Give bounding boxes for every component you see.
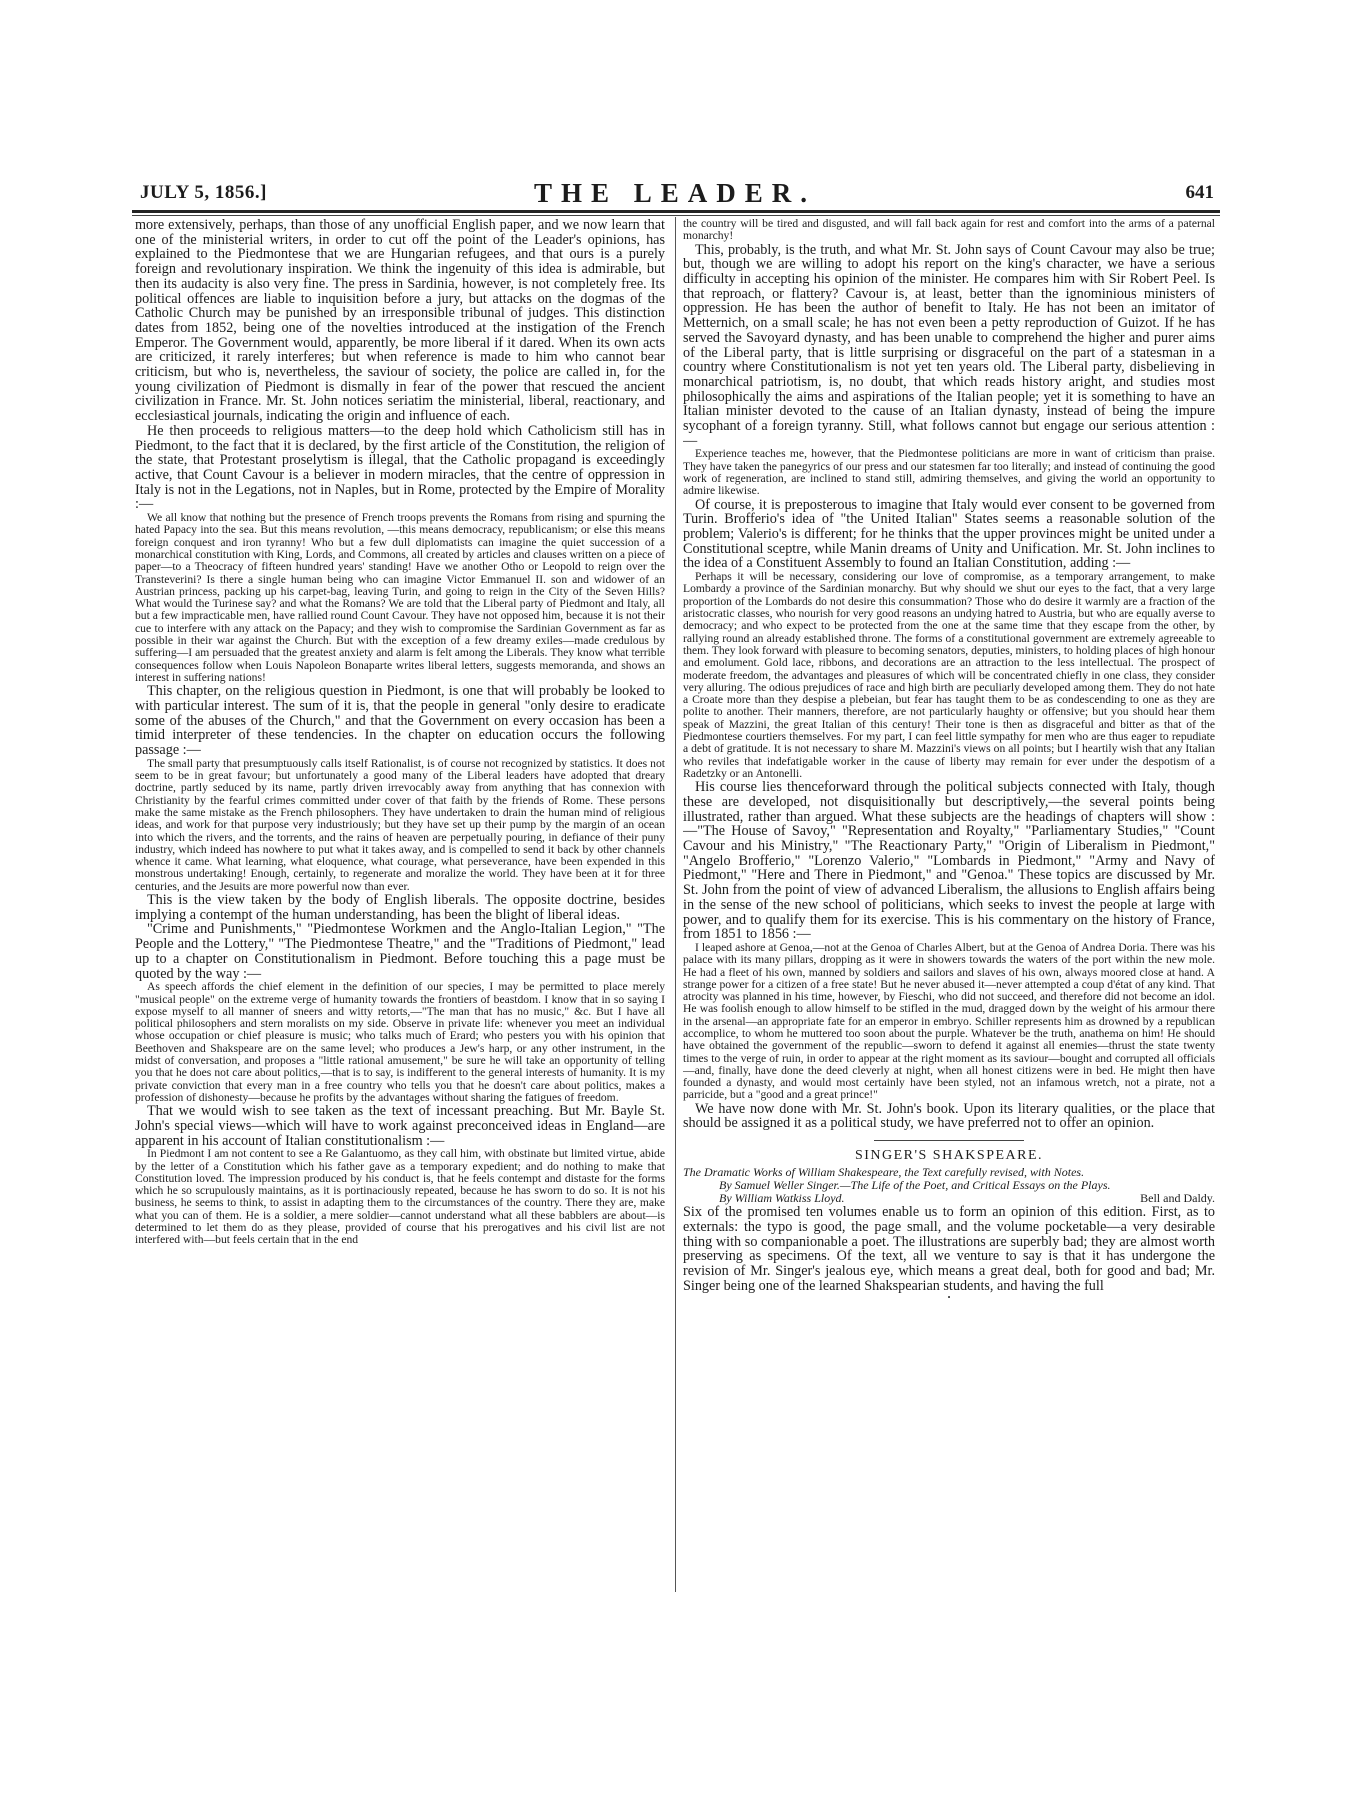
body-paragraph: This, probably, is the truth, and what Mr. St. John says of Count Cavour may also be true; but, though we are willing to adopt his report on the king's character, we have a serious difficulty in accepting his opinion of the minister. He compares him with Sir Robert Peel. Is that reproach, or flattery? Cavour is, at least, better than the ignominious ministers of oppression. He has been the author of benefit to Italy. He has not been an imitator of Metternich, on a small scale; he has not even been a petty reproduction of Guizot. If he has served the Savoyard dynasty, and has been unable to comprehend the higher and purer aims of the Liberal party, that is little surprising or disgraceful on the part of a statesman in a country where Constitutionalism is not yet ten years old. The Liberal party, disbelieving in monarchical patriotism, is, no doubt, that which reads history aright, and studies most philosophically the aims and aspirations of the Italian people; yet it is something to have an Italian minister devoted to the cause of an Italian dynasty, instead of being the impure sycophant of a foreign tyranny. Still, what follows cannot but engage our serious attention :—	[683, 241, 1215, 449]
page-header	[130, 172, 1220, 212]
review-bibliography	[683, 1166, 1215, 1205]
review-meta-title: The Dramatic Works of William Shakespeare, the Text carefully revised, with Notes.	[683, 1165, 1085, 1180]
review-body: Six of the promised ten volumes enable us to form an opinion of this edition. First, as to externals: the typo is good, the page small, and the volume pocketable—a very desirable thing with so companionable a poet. The illustrations are superbly bad; they are almost worth preserving as specimens. Of the text, all we venture to say is that it has undergone the revision of Mr. Singer's jealous eye, which means a great deal, both for good and bad; Mr. Singer being one of the learned Shakspearian students, and having the full	[683, 1204, 1215, 1294]
right-column-text	[683, 218, 1215, 1131]
body-paragraph: more extensively, perhaps, than those of any unofficial English paper, and we now learn that one of the ministerial writers, in order to cut off the point of the Leader's opinions, has explained to the Piedmontese that we are Hungarian refugees, and that ours is a purely foreign and revolutionary inspiration. We think the ingenuity of this idea is admirable, but then its audacity is also very fine. The press in Sardinia, however, is not completely free. Its political offences are liable to inquisition before a jury, but attacks on the dogmas of the Catholic Church may be punished by an irresponsible tribunal of judges. This distinction dates from 1852, being one of the novelties introduced at the instigation of the French Emperor. The Government would, apparently, be more liberal if it dared. When its own acts are criticized, it rarely interferes; but when reference is made to him who cannot bear criticism, but who is, nevertheless, the saviour of society, the police are called in, for the young civilization of Piedmont is dismally in fear of the power that rescued the ancient civilization in France. Mr. St. John notices seriatim the ministerial, liberal, reactionary, and ecclesiastical journals, indicating the origin and influence of each.	[135, 218, 665, 425]
newspaper-title: THE LEADER.	[533, 178, 817, 208]
header-rule-thin	[132, 215, 1220, 216]
end-mark: •	[947, 1293, 951, 1303]
header-rule	[132, 210, 1220, 213]
review-meta-essayist: Bell and Daldy. By William Watkiss Lloyd.	[719, 1191, 1215, 1206]
column-divider	[675, 217, 676, 1592]
review-meta-editor: By Samuel Weller Singer.—The Life of the Poet, and Critical Essays on the Plays.	[719, 1178, 1111, 1193]
issue-date: JULY 5, 1856.]	[140, 182, 267, 203]
quoted-extract: The small party that presumptuously calls itself Rationalist, is of course not recognized by statistics. It does not seem to be in great favour; but unfortunately a good many of the Liberal leaders have adopted that dreary doctrine, partly seduced by its name, partly driven irrevocably away from anything that has connexion with Christianity by the fearful crimes committed under cover of that faith by the friends of Rome. These persons make the same mistake as the French philosophers. They have undertaken to drain the human mind of religious ideas, and work for that purpose very industriously; but they have set up their pump by the margin of an ocean into which the rivers, and the torrents, and the rains of heaven are perpetually pouring, in defiance of their puny industry, which indeed has nowhere to put what it takes away, and is compelled to send it back by other channels whence it came. What learning, what eloquence, what courage, what perseverance, have been expended in this monstrous undertaking! Enough, certainly, to regenerate and moralize the world. They have been at it for three centuries, and the Jesuits are more powerful now than ever.	[135, 756, 665, 893]
body-paragraph: Of course, it is preposterous to imagine that Italy would ever consent to be governed from Turin. Brofferio's idea of "the United Italian" States seems a reasonable solution of the problem; Valerio's is different; for he thinks that the upper provinces might be united under a Constitutional sceptre, while Manin dreams of Unity and Unification. Mr. St. John inclines to the idea of a Constituent Assembly to found an Italian Constitution, adding :—	[683, 496, 1215, 572]
review-publisher: Bell and Daldy.	[1140, 1191, 1215, 1206]
left-column	[135, 218, 665, 1598]
quoted-extract: I leaped ashore at Genoa,—not at the Genoa of Charles Albert, but at the Genoa of Andrea Doria. There was his palace with its many pillars, dropping as it were in showers towards the waters of the port within the new mole. He had a fleet of his own, manned by soldiers and sailors and slaves of his own, always moored close at hand. A strange power for a citizen of a free state! But he never abused it—never attempted a coup d'état of any kind. That atrocity was planned in his time, however, by Fieschi, who did not succeed, and therefore did not become an idol. He was foolish enough to allow himself to be stifled in the mud, dragged down by the weight of his armour there in the arsenal—an appropriate fate for an emperor in embryo. Schiller represents him as drowned by a republican accomplice, to whom he muttered too soon about the purple. Whatever be the truth, anathema on him! He should have obtained the government of the republic—sworn to defend it against all enemies—thrust the state twenty times to the verge of ruin, in order to appear at the right moment as its saviour—bought and corrupted all officials—and, finally, have done the deed cleverly at night, when all honest citizens were in bed. He might then have founded a dynasty, and would most certainly have been styled, not an infamous wretch, not a pirate, not a parricide, but a "good and a great prince!"	[683, 940, 1215, 1102]
body-paragraph: "Crime and Punishments," "Piedmontese Workmen and the Anglo-Italian Legion," "The People and the Lottery," "The Piedmontese Theatre," and the "Traditions of Piedmont," lead up to a chapter on Constitutionalism in Piedmont. Before touching this a page must be quoted by the way :—	[135, 921, 665, 982]
review-heading: SINGER'S SHAKSPEARE.	[854, 1148, 1044, 1164]
quoted-extract: Perhaps it will be necessary, considering our love of compromise, as a temporary arrangement, to make Lombardy a province of the Sardinian monarchy. But why should we shut our eyes to the fact, that a very large proportion of the Lombards do not desire this consummation? Those who do desire it warmly are a fraction of the aristocratic classes, who nourish for very good reasons an undying hatred to Austria, but who are equally averse to democracy; and who expect to be protected from the one at the same time that they escape from the other, by rallying round an already established throne. The forms of a constitutional government are extremely agreeable to them. They look forward with pleasure to becoming senators, deputies, ministers, to holding places of high honour and emolument. Gold lace, ribbons, and decorations are an attraction to the less intellectual. The prospect of moderate freedom, the advantages and pleasures of which will be concentrated chiefly in one class, they consider very alluring. The odious prejudices of race and high birth are peculiarly developed among them. They do not hate a Croate more than they despise a plebeian, but fear has taught them to be as condescending to one as they are polite to another. Their manners, therefore, are not particularly haughty or offensive; but you should hear them speak of Mazzini, the great Italian of this century! Their tone is then as disgraceful and bitter as that of the Piedmontese courtiers themselves. For my part, I can feel little sympathy for men who are thus eager to repudiate a debt of gratitude. It is not necessary to share M. Mazzini's views on all points; but I heartily wish that any Italian who reviles that indefatigable worker in the cause of liberty may remain for ever under the despotism of a Radetzky or an Antonelli.	[683, 570, 1215, 780]
body-paragraph: That we would wish to see taken as the text of incessant preaching. But Mr. Bayle St. John's special views—which will have to work against preconceived ideas in England—are apparent in his account of Italian constitutionalism :—	[135, 1103, 665, 1149]
quoted-extract: We all know that nothing but the presence of French troops prevents the Romans from rising and spurning the hated Papacy into the sea. But this means revolution, —this means democracy, republicanism; or else this means foreign conquest and iron tyranny! Who but a few dull diplomatists can imagine the quiet succession of a monarchical constitution with King, Lords, and Commons, all created by articles and clauses written on a piece of paper—to a Theocracy of fifteen hundred years' standing! Have we another Otho or Leopold to reign over the Transteverini? Is there a single human being who can imagine Victor Emmanuel II. son and widower of an Austrian princess, packing up his carpet-bag, leaving Turin, and going to reign in the City of the Seven Hills? What would the Turinese say? and what the Romans? We are told that the Liberal party of Piedmont and Italy, all but a few impracticable men, have rallied round Count Cavour. They have not opposed him, because it is not their cue to interfere with any attack on the Papacy; and they wish to compromise the Sardinian Government as far as possible in their war against the Church. But with the exception of a few dreamy exiles—made credulous by suffering—I am persuaded that the greatest anxiety and alarm is felt among the Liberals. They know what terrible consequences follow when Louis Napoleon Bonaparte writes liberal letters, suggests memoranda, and shows an interest in suffering nations!	[135, 511, 665, 684]
body-paragraph: His course lies thenceforward through the political subjects connected with Italy, though these are developed, not disquisitionally but descriptively,—the several points being illustrated, rather than argued. What these subjects are the headings of chapters will show :—"The House of Savoy," "Representation and Royalty," "Parliamentary Studies," "Count Cavour and his Ministry," "The Reactionary Party," "Origin of Liberalism in Piedmont," "Angelo Brofferio," "Lorenzo Valerio," "Lombards in Piedmont," "Army and Navy of Piedmont," "Here and There in Piedmont," and "Genoa." These topics are discussed by Mr. St. John from the point of view of advanced Liberalism, the allusions to English affairs being in the sense of the new school of politicians, which seeks to invest the people at large with power, and to qualify them for its exercise. This is his commentary on the history of France, from 1851 to 1856 :—	[683, 779, 1215, 943]
quoted-extract: As speech affords the chief element in the definition of our species, I may be permitted to place merely "musical people" on the extreme verge of humanity towards the frontiers of beastdom. I know that in so saying I expose myself to all manner of sneers and witty retorts,—"The man that has no music," &c. But I have all political philosophers and stern moralists on my side. Observe in private life: whenever you meet an individual whose occupation or chief pleasure is music; who talks much of Erard; who pesters you with his opinion that Beethoven and Shakspeare are on the same level; who produces a Jew's harp, or any other instrument, in the midst of conversation, and proposes a "little rational amusement," be sure he will take an opportunity of telling you that he does not care about politics,—that is to say, is indifferent to the general interests of humanity. It is my private conviction that every man in a free country who tells you that he doesn't care about politics, makes a profession of dishonesty—because he profits by the advantages without sharing the fatigues of freedom.	[135, 980, 665, 1104]
review-divider	[874, 1140, 1024, 1141]
quoted-extract: the country will be tired and disgusted, and will fall back again for rest and comfort into the arms of a paternal monarchy!	[683, 218, 1215, 243]
body-paragraph: This is the view taken by the body of English liberals. The opposite doctrine, besides implying a contempt of the human understanding, has been the blight of liberal ideas.	[135, 892, 665, 923]
body-paragraph: We have now done with Mr. St. John's book. Upon its literary qualities, or the place that should be assigned it as a political study, we have preferred not to offer an opinion.	[683, 1100, 1215, 1132]
body-paragraph: This chapter, on the religious question in Piedmont, is one that will probably be looked to with particular interest. The sum of it is, that the people in general "only desire to eradicate some of the abuses of the Church," and that the Government on every occasion has been a timid interpreter of these tendencies. In the chapter on education occurs the following passage :—	[135, 683, 665, 759]
body-paragraph: He then proceeds to religious matters—to the deep hold which Catholicism still has in Piedmont, to the fact that it is declared, by the first article of the Constitution, the religion of the state, that Protestant proselytism is illegal, that the Catholic propagand is exceedingly active, that Count Cavour is a believer in modern miracles, that the centre of oppression in Italy is not in the Legations, not in Naples, but in Rome, protected by the Empire of Morality :—	[135, 422, 665, 513]
page-number: 641	[1185, 182, 1214, 203]
quoted-extract: Experience teaches me, however, that the Piedmontese politicians are more in want of criticism than praise. They have taken the panegyrics of our press and our statesmen far too literally; and instead of continuing the good work of regeneration, are inclined to stand still, admiring themselves, and giving the world an opportunity to admire likewise.	[683, 447, 1215, 498]
right-column	[683, 218, 1215, 1598]
quoted-extract: In Piedmont I am not content to see a Re Galantuomo, as they call him, with obstinate but limited virtue, abide by the letter of a Constitution which his father gave as a temporary expedient; and do nothing to make that Constitution loved. The impression produced by his conduct is, that he feels contempt and distaste for the forms which he so scrupulously maintains, as it is portinaciously repeated, because he has sworn to do so. It is not his business, he seems to think, to assist in adapting them to the circumstances of the country. There they are, make what you can of them. He is a soldier, a mere soldier—cannot understand what all these babblers are about—is determined to let them do as they please, provided of course that his prerogatives and his civil list are not interfered with—but feels certain that in the end	[135, 1147, 665, 1247]
